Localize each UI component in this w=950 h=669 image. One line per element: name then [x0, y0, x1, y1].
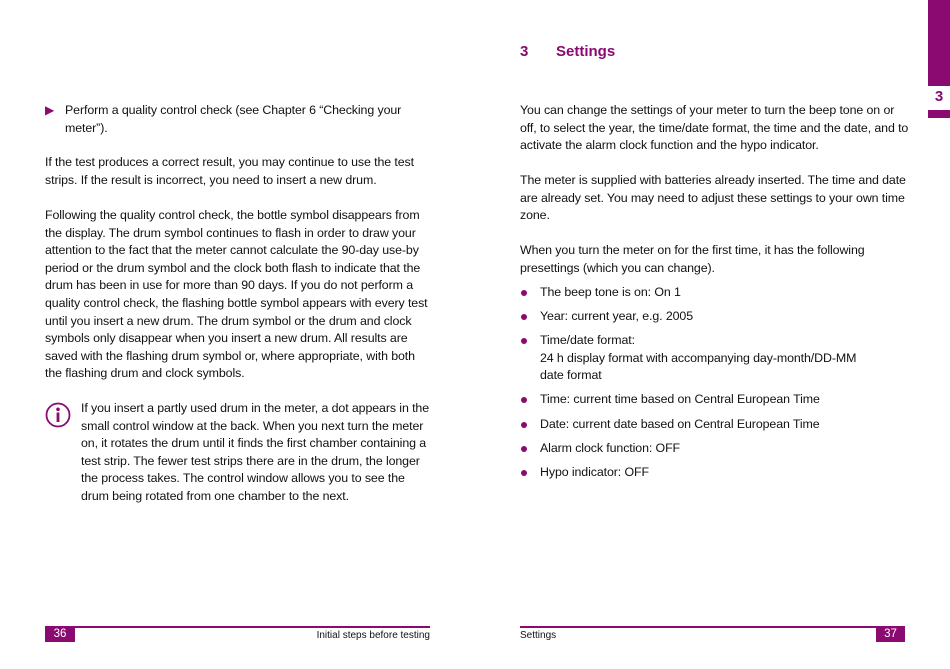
- info-note: If you insert a partly used drum in the meter, a dot appears in the small control window at the back. When you next turn the meter on, it rotates the drum until it finds the first chamber containing a test strip. The fewer test strips there are in the drum, the longer the process takes. The control window allows you to see the drum being rotated from one chamber to the next.: [81, 401, 430, 503]
- page-number: 36: [45, 627, 75, 642]
- footer-rule: [520, 626, 905, 628]
- chapter-tab-marker: [928, 110, 950, 118]
- paragraph-quality-control: Following the quality control check, the bottle symbol disappears from the display. The drum symbol continues to flash in order to draw your attention to the fact that the meter cannot calculate the 90-day use-by period or the drum symbol and the clock both flash to indicate that the drum has been in use for more than 90 days. If you do not perform a quality control check, the flashing bottle symbol appears with every test until you insert a new drum. The drum symbol or the drum and clock symbols only disappear when you insert a new drum. All results are saved with the flashing drum symbol or, where appropriate, with both the flashing drum and clock symbols.: [45, 208, 428, 381]
- bullet-icon: [521, 338, 527, 344]
- page-number: 37: [876, 627, 905, 642]
- list-item: Time: current time based on Central European Time: [520, 391, 910, 409]
- bullet-icon: [521, 422, 527, 428]
- bullet-icon: [521, 290, 527, 296]
- list-item: Hypo indicator: OFF: [520, 464, 910, 482]
- list-item: Date: current date based on Central European Time: [520, 416, 910, 434]
- list-item: The beep tone is on: On 1: [520, 284, 910, 302]
- paragraph-result: If the test produces a correct result, you may continue to use the test strips. If the result is incorrect, you need to insert a new drum.: [45, 155, 414, 187]
- instruction-text: Perform a quality control check (see Chapter 6 “Checking your meter”).: [65, 103, 402, 135]
- list-item: Time/date format: 24 h display format with accompanying day-month/DD-MM date format: [520, 332, 910, 385]
- footer-rule: [45, 626, 430, 628]
- presettings-list: [520, 284, 910, 488]
- paragraph-batteries: The meter is supplied with batteries already inserted. The time and date are already set. You may need to adjust these settings to your own time zone.: [520, 173, 906, 223]
- footer-section-title: Initial steps before testing: [316, 630, 430, 641]
- right-page: [475, 0, 950, 669]
- bullet-icon: [521, 397, 527, 403]
- bullet-icon: [521, 470, 527, 476]
- bullet-icon: [521, 446, 527, 452]
- arrow-icon: ▶: [45, 103, 55, 117]
- footer-section-title: Settings: [520, 630, 557, 641]
- bullet-icon: [521, 314, 527, 320]
- chapter-tab-number: 3: [934, 88, 944, 105]
- list-item: Year: current year, e.g. 2005: [520, 308, 910, 326]
- chapter-tab-bar: [928, 0, 950, 86]
- paragraph-presettings: When you turn the meter on for the first time, it has the following presettings (which you can change).: [520, 243, 865, 275]
- list-item: Alarm clock function: OFF: [520, 440, 910, 458]
- chapter-title: Settings: [556, 43, 616, 60]
- chapter-number: 3: [520, 43, 529, 60]
- info-icon: [45, 402, 71, 428]
- paragraph-intro: You can change the settings of your meter to turn the beep tone on or off, to select the year, the time/date format, the time and the date, and to activate the alarm clock function and the hypo indicator.: [520, 103, 909, 153]
